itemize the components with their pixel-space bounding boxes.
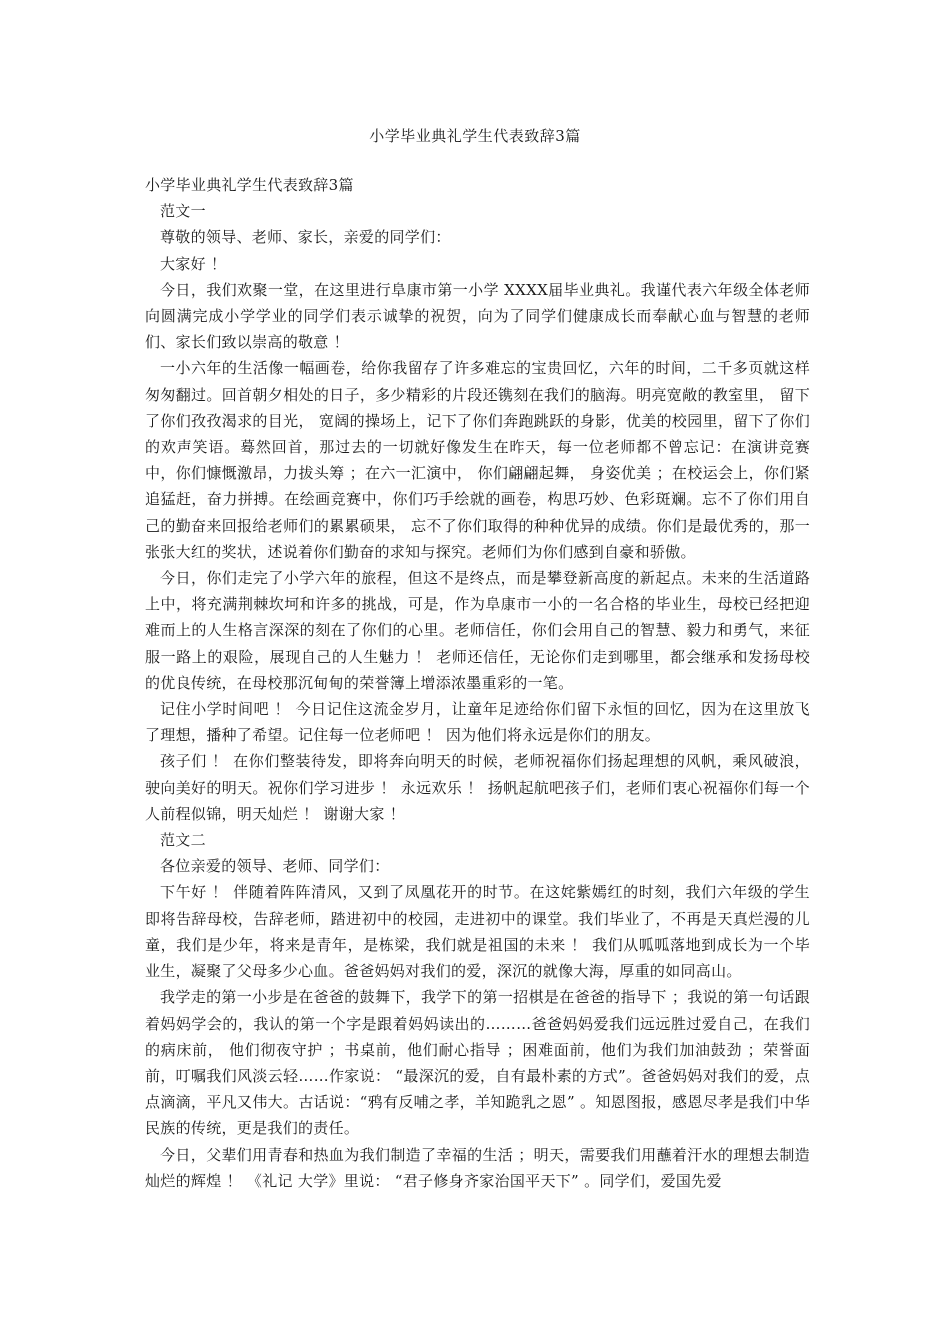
- paragraph-7: 我学走的第一小步是在爸爸的鼓舞下，我学下的第一招棋是在爸爸的指导下 ；我说的第一句话跟着妈妈学会的，我认的第一个字是跟着妈妈读出的………爸爸妈妈爱我们远远胜过爱自己，在我们的病床前， 他们彻夜守护 ；书桌前，他们耐心指导 ；困难面前，他们为我们加油鼓劲 ；荣誉面前，叮嘱我们风淡云轻……作家说： “最深沉的爱，自有最朴素的方式”。爸爸妈妈对我们的爱，点点滴滴，平凡又伟大。古话说：“鸦有反哺之孝，羊知跪乳之恩” 。知恩图报，感恩尽孝是我们中华民族的传统，更是我们的责任。: [145, 988, 810, 1138]
- paragraph-4: 记住小学时间吧 ！ 今日记住这流金岁月，让童年足迹给你们留下永恒的回忆，因为在这里放飞了理想，播种了希望。记住每一位老师吧 ！ 因为他们将永远是你们的朋友。: [145, 700, 810, 745]
- section-label-fanwen-2: 范文二: [160, 831, 206, 850]
- greeting-1: 大家好 ！: [160, 254, 227, 273]
- salutation-1: 尊敬的领导、老师、家长，亲爱的同学们：: [160, 228, 451, 247]
- paragraph-1: 今日，我们欢聚一堂，在这里进行阜康市第一小学 XXXX届毕业典礼。我谨代表六年级全体老师向圆满完成小学学业的同学们表示诚挚的祝贺，向为了同学们健康成长而奉献心血与智慧的老师们、家长们致以崇高的敬意 ！: [145, 280, 810, 352]
- paragraph-6: 下午好 ！ 伴随着阵阵清风，又到了凤凰花开的时节。在这姹紫嫣红的时刻，我们六年级的学生即将告辞母校，告辞老师，踏进初中的校园，走进初中的课堂。我们毕业了，不再是天真烂漫的儿童，我们是少年，将来是青年，是栋梁，我们就是祖国的未来 ！ 我们从呱呱落地到成长为一个毕业生，凝聚了父母多少心血。爸爸妈妈对我们的爱，深沉的就像大海，厚重的如同高山。: [145, 883, 810, 981]
- salutation-2: 各位亲爱的领导、老师、同学们：: [160, 857, 390, 876]
- section-label-fanwen-1: 范文一: [160, 202, 206, 221]
- body-heading: 小学毕业典礼学生代表致辞3篇: [145, 176, 354, 194]
- paragraph-2: 一小六年的生活像一幅画卷，给你我留存了许多难忘的宝贵回忆，六年的时间，二千多页就这样匆匆翻过。回首朝夕相处的日子，多少精彩的片段还镌刻在我们的脑海。明亮宽敞的教室里， 留下了你们孜孜渴求的目光， 宽阔的操场上，记下了你们奔跑跳跃的身影，优美的校园里，留下了你们的欢声笑语。蓦然回首，那过去的一切就好像发生在昨天，每一位老师都不曾忘记：在演讲竞赛中，你们慷慨激昂，力拔头筹 ；在六一汇演中， 你们翩翩起舞， 身姿优美 ；在校运会上，你们紧追猛赶，奋力拼搏。在绘画竞赛中，你们巧手绘就的画卷，构思巧妙、色彩斑斓。忘不了你们用自己的勤奋来回报给老师们的累累硕果， 忘不了你们取得的种种优异的成绩。你们是最优秀的，那一张张大红的奖状，述说着你们勤奋的求知与探究。老师们为你们感到自豪和骄傲。: [145, 359, 810, 561]
- paragraph-3: 今日，你们走完了小学六年的旅程，但这不是终点，而是攀登新高度的新起点。未来的生活道路上中，将充满荆棘坎坷和许多的挑战，可是，作为阜康市一小的一名合格的毕业生，母校已经把迎难而上的人生格言深深的刻在了你们的心里。老师信任，你们会用自己的智慧、毅力和勇气，来征服一路上的艰险，展现自己的人生魅力 ！ 老师还信任，无论你们走到哪里，都会继承和发扬母校的优良传统，在母校那沉甸甸的荣誉簿上增添浓墨重彩的一笔。: [145, 569, 810, 692]
- paragraph-5: 孩子们 ！ 在你们整装待发，即将奔向明天的时候，老师祝福你们扬起理想的风帆，乘风破浪，驶向美好的明天。祝你们学习进步 ！ 永远欢乐 ！ 扬帆起航吧孩子们，老师们衷心祝福你们每一个人前程似锦，明天灿烂 ！ 谢谢大家 ！: [145, 752, 810, 823]
- document-body: [145, 172, 810, 1194]
- document-title: 小学毕业典礼学生代表致辞3篇: [369, 127, 581, 145]
- paragraph-8: 今日，父辈们用青春和热血为我们制造了幸福的生活 ；明天，需要我们用蘸着汗水的理想去制造灿烂的辉煌 ！ 《礼记 大学》里说： “君子修身齐家治国平天下” 。同学们，爱国先爱: [145, 1145, 810, 1190]
